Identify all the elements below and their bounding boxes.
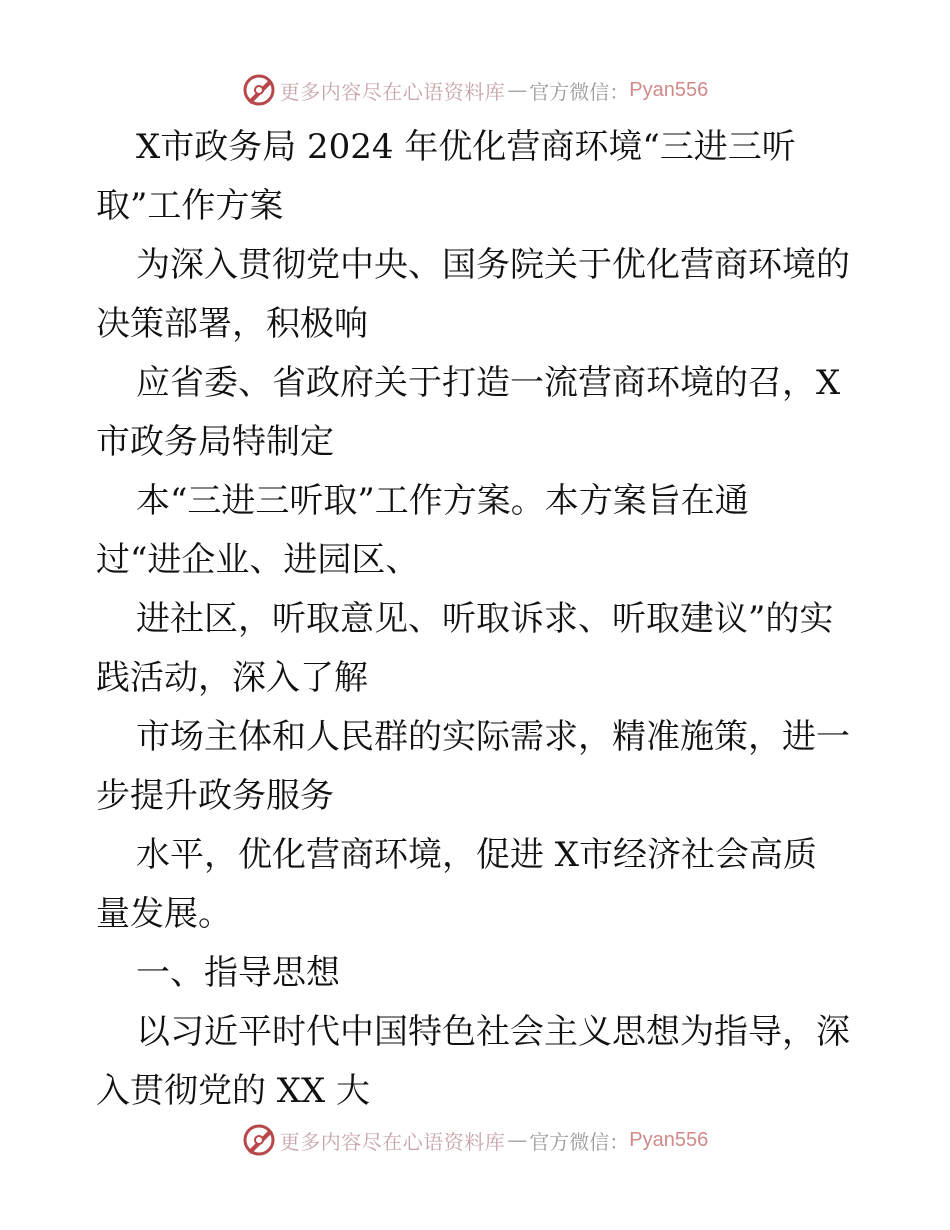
paragraph-line: 市场主体和人民群的实际需求，精准施策，进一 (136, 717, 850, 757)
watermark-separator: — (507, 78, 528, 102)
title-line-1: X市政务局 2024 年优化营商环境“三进三听 (136, 127, 796, 167)
paragraph-line: 市政务局特制定 (96, 422, 334, 462)
watermark-wechat-id: Pyan556 (629, 1128, 709, 1151)
paragraph-line: 过“进企业、进园区、 (96, 540, 420, 580)
paragraph-line: 水平，优化营商环境，促进 X市经济社会高质 (136, 835, 818, 875)
paragraph-line: 为深入贯彻党中央、国务院关于优化营商环境的 (136, 245, 850, 285)
paragraph-line: 践活动，深入了解 (96, 658, 368, 698)
watermark-site-text: 更多内容尽在心语资料库 (279, 79, 506, 104)
title-line-2: 取”工作方案 (96, 186, 284, 226)
paragraph-line: 应省委、省政府关于打造一流营商环境的召，X (136, 363, 841, 403)
watermark-wechat-id: Pyan556 (629, 78, 709, 101)
watermark-site-text: 更多内容尽在心语资料库 (279, 1129, 506, 1154)
watermark-separator: — (507, 1128, 528, 1152)
paragraph-line: 进社区，听取意见、听取诉求、听取建议”的实 (136, 599, 834, 639)
paragraph-line: 入贯彻党的 XX 大 (96, 1071, 371, 1111)
document-body (96, 118, 866, 1121)
pen-logo-icon (242, 1123, 276, 1157)
footer-watermark (0, 1118, 950, 1162)
pen-logo-icon (242, 73, 276, 107)
paragraph-line: 决策部署，积极响 (96, 304, 368, 344)
section-heading: 一、指导思想 (136, 953, 340, 993)
header-watermark (0, 68, 950, 112)
watermark-wechat-label: 官方微信： (529, 79, 630, 104)
watermark-wechat-label: 官方微信： (529, 1129, 630, 1154)
paragraph-line: 步提升政务服务 (96, 776, 334, 816)
paragraph-line: 量发展。 (96, 894, 232, 934)
paragraph-line: 本“三进三听取”工作方案。本方案旨在通 (136, 481, 749, 521)
paragraph-line: 以习近平时代中国特色社会主义思想为指导，深 (136, 1012, 850, 1052)
